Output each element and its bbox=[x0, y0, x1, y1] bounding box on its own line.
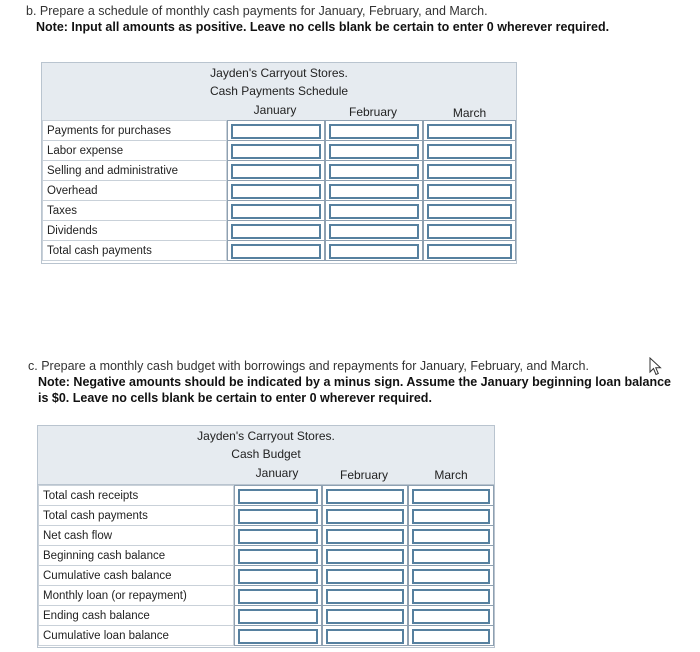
column-header-january: January bbox=[253, 103, 297, 117]
amount-input-field[interactable] bbox=[412, 629, 490, 644]
input-cell-selling-and-administrative-march[interactable] bbox=[423, 160, 516, 181]
amount-input-field[interactable] bbox=[427, 144, 512, 159]
input-cell-labor-expense-february[interactable] bbox=[325, 140, 423, 161]
amount-input-field[interactable] bbox=[231, 124, 321, 139]
amount-input-field[interactable] bbox=[231, 144, 321, 159]
input-cell-payments-for-purchases-february[interactable] bbox=[325, 120, 423, 141]
input-cell-total-cash-payments-january[interactable] bbox=[227, 240, 325, 261]
input-cell-net-cash-flow-march[interactable] bbox=[408, 525, 494, 546]
cash-payments-schedule-table bbox=[41, 62, 517, 264]
amount-input-field[interactable] bbox=[238, 589, 318, 604]
part-b-question: b. Prepare a schedule of monthly cash payments for January, February, and March. bbox=[26, 4, 488, 18]
input-cell-monthly-loan-or-repayment-march[interactable] bbox=[408, 585, 494, 606]
amount-input-field[interactable] bbox=[427, 124, 512, 139]
column-header-january: January bbox=[255, 466, 299, 480]
row-label-labor-expense: Labor expense bbox=[42, 140, 227, 161]
amount-input-field[interactable] bbox=[238, 549, 318, 564]
column-header-february: February bbox=[348, 105, 398, 119]
amount-input-field[interactable] bbox=[326, 569, 404, 584]
input-cell-net-cash-flow-february[interactable] bbox=[322, 525, 408, 546]
amount-input-field[interactable] bbox=[427, 224, 512, 239]
amount-input-field[interactable] bbox=[329, 244, 419, 259]
amount-input-field[interactable] bbox=[329, 144, 419, 159]
amount-input-field[interactable] bbox=[326, 489, 404, 504]
input-cell-cumulative-loan-balance-january[interactable] bbox=[234, 625, 322, 646]
table-header bbox=[38, 426, 494, 485]
row-label-payments-for-purchases: Payments for purchases bbox=[42, 120, 227, 141]
input-cell-total-cash-payments-february[interactable] bbox=[322, 505, 408, 526]
row-label-ending-cash-balance: Ending cash balance bbox=[38, 605, 234, 626]
input-cell-net-cash-flow-january[interactable] bbox=[234, 525, 322, 546]
input-cell-cumulative-loan-balance-february[interactable] bbox=[322, 625, 408, 646]
input-cell-monthly-loan-or-repayment-february[interactable] bbox=[322, 585, 408, 606]
row-label-cumulative-cash-balance: Cumulative cash balance bbox=[38, 565, 234, 586]
amount-input-field[interactable] bbox=[231, 204, 321, 219]
amount-input-field[interactable] bbox=[412, 609, 490, 624]
input-cell-payments-for-purchases-january[interactable] bbox=[227, 120, 325, 141]
input-cell-total-cash-receipts-january[interactable] bbox=[234, 485, 322, 506]
input-cell-dividends-march[interactable] bbox=[423, 220, 516, 241]
input-cell-dividends-february[interactable] bbox=[325, 220, 423, 241]
part-c-note-line-2: is $0. Leave no cells blank be certain to enter 0 wherever required. bbox=[38, 391, 432, 405]
amount-input-field[interactable] bbox=[412, 549, 490, 564]
part-b-instructions bbox=[26, 3, 609, 35]
amount-input-field[interactable] bbox=[329, 184, 419, 199]
input-cell-dividends-january[interactable] bbox=[227, 220, 325, 241]
input-cell-cumulative-cash-balance-march[interactable] bbox=[408, 565, 494, 586]
row-label-overhead: Overhead bbox=[42, 180, 227, 201]
amount-input-field[interactable] bbox=[412, 569, 490, 584]
amount-input-field[interactable] bbox=[326, 549, 404, 564]
amount-input-field[interactable] bbox=[326, 629, 404, 644]
input-cell-overhead-march[interactable] bbox=[423, 180, 516, 201]
row-label-selling-and-administrative: Selling and administrative bbox=[42, 160, 227, 181]
row-label-total-cash-payments: Total cash payments bbox=[38, 505, 234, 526]
input-cell-ending-cash-balance-january[interactable] bbox=[234, 605, 322, 626]
column-header-february: February bbox=[339, 468, 389, 482]
input-cell-total-cash-receipts-february[interactable] bbox=[322, 485, 408, 506]
part-b-note: Note: Input all amounts as positive. Leave no cells blank be certain to enter 0 wherever required. bbox=[36, 20, 610, 34]
input-cell-total-cash-receipts-march[interactable] bbox=[408, 485, 494, 506]
input-cell-overhead-january[interactable] bbox=[227, 180, 325, 201]
amount-input-field[interactable] bbox=[238, 509, 318, 524]
amount-input-field[interactable] bbox=[231, 244, 321, 259]
amount-input-field[interactable] bbox=[329, 164, 419, 179]
input-cell-labor-expense-march[interactable] bbox=[423, 140, 516, 161]
part-c-note-line-1: Note: Negative amounts should be indicated by a minus sign. Assume the January beginning loan balance bbox=[38, 375, 671, 389]
amount-input-field[interactable] bbox=[326, 589, 404, 604]
input-cell-total-cash-payments-january[interactable] bbox=[234, 505, 322, 526]
row-label-total-cash-receipts: Total cash receipts bbox=[38, 485, 234, 506]
input-cell-total-cash-payments-march[interactable] bbox=[423, 240, 516, 261]
amount-input-field[interactable] bbox=[238, 489, 318, 504]
company-name: Jayden's Carryout Stores. bbox=[210, 66, 348, 80]
amount-input-field[interactable] bbox=[238, 629, 318, 644]
schedule-title: Cash Payments Schedule bbox=[209, 84, 349, 98]
table-header bbox=[42, 63, 516, 122]
input-cell-selling-and-administrative-january[interactable] bbox=[227, 160, 325, 181]
input-cell-labor-expense-january[interactable] bbox=[227, 140, 325, 161]
amount-input-field[interactable] bbox=[326, 609, 404, 624]
input-cell-taxes-january[interactable] bbox=[227, 200, 325, 221]
input-cell-overhead-february[interactable] bbox=[325, 180, 423, 201]
input-cell-taxes-february[interactable] bbox=[325, 200, 423, 221]
input-cell-monthly-loan-or-repayment-january[interactable] bbox=[234, 585, 322, 606]
amount-input-field[interactable] bbox=[329, 224, 419, 239]
input-cell-ending-cash-balance-february[interactable] bbox=[322, 605, 408, 626]
amount-input-field[interactable] bbox=[412, 529, 490, 544]
row-label-cumulative-loan-balance: Cumulative loan balance bbox=[38, 625, 234, 646]
amount-input-field[interactable] bbox=[238, 529, 318, 544]
row-label-taxes: Taxes bbox=[42, 200, 227, 221]
amount-input-field[interactable] bbox=[231, 164, 321, 179]
input-cell-taxes-march[interactable] bbox=[423, 200, 516, 221]
part-c-question: c. Prepare a monthly cash budget with borrowings and repayments for January, February, and March. bbox=[28, 359, 589, 373]
input-cell-beginning-cash-balance-february[interactable] bbox=[322, 545, 408, 566]
column-header-march: March bbox=[452, 106, 487, 120]
input-cell-total-cash-payments-february[interactable] bbox=[325, 240, 423, 261]
input-cell-selling-and-administrative-february[interactable] bbox=[325, 160, 423, 181]
amount-input-field[interactable] bbox=[329, 124, 419, 139]
input-cell-beginning-cash-balance-january[interactable] bbox=[234, 545, 322, 566]
amount-input-field[interactable] bbox=[427, 164, 512, 179]
amount-input-field[interactable] bbox=[329, 204, 419, 219]
input-cell-ending-cash-balance-march[interactable] bbox=[408, 605, 494, 626]
row-label-dividends: Dividends bbox=[42, 220, 227, 241]
cash-budget-table bbox=[37, 425, 495, 648]
column-header-march: March bbox=[434, 468, 468, 482]
input-cell-cumulative-loan-balance-march[interactable] bbox=[408, 625, 494, 646]
mouse-pointer-icon bbox=[649, 357, 663, 377]
input-cell-beginning-cash-balance-march[interactable] bbox=[408, 545, 494, 566]
row-label-monthly-loan-or-repayment: Monthly loan (or repayment) bbox=[38, 585, 234, 606]
amount-input-field[interactable] bbox=[238, 569, 318, 584]
input-cell-payments-for-purchases-march[interactable] bbox=[423, 120, 516, 141]
row-label-net-cash-flow: Net cash flow bbox=[38, 525, 234, 546]
amount-input-field[interactable] bbox=[231, 184, 321, 199]
amount-input-field[interactable] bbox=[231, 224, 321, 239]
input-cell-cumulative-cash-balance-february[interactable] bbox=[322, 565, 408, 586]
row-label-total-cash-payments: Total cash payments bbox=[42, 240, 227, 261]
amount-input-field[interactable] bbox=[412, 489, 490, 504]
row-label-beginning-cash-balance: Beginning cash balance bbox=[38, 545, 234, 566]
amount-input-field[interactable] bbox=[412, 509, 490, 524]
budget-title: Cash Budget bbox=[231, 447, 301, 461]
input-cell-cumulative-cash-balance-january[interactable] bbox=[234, 565, 322, 586]
amount-input-field[interactable] bbox=[427, 244, 512, 259]
amount-input-field[interactable] bbox=[238, 609, 318, 624]
amount-input-field[interactable] bbox=[427, 184, 512, 199]
company-name: Jayden's Carryout Stores. bbox=[197, 429, 335, 443]
amount-input-field[interactable] bbox=[412, 589, 490, 604]
input-cell-total-cash-payments-march[interactable] bbox=[408, 505, 494, 526]
amount-input-field[interactable] bbox=[427, 204, 512, 219]
amount-input-field[interactable] bbox=[326, 529, 404, 544]
part-c-instructions bbox=[28, 358, 671, 406]
amount-input-field[interactable] bbox=[326, 509, 404, 524]
